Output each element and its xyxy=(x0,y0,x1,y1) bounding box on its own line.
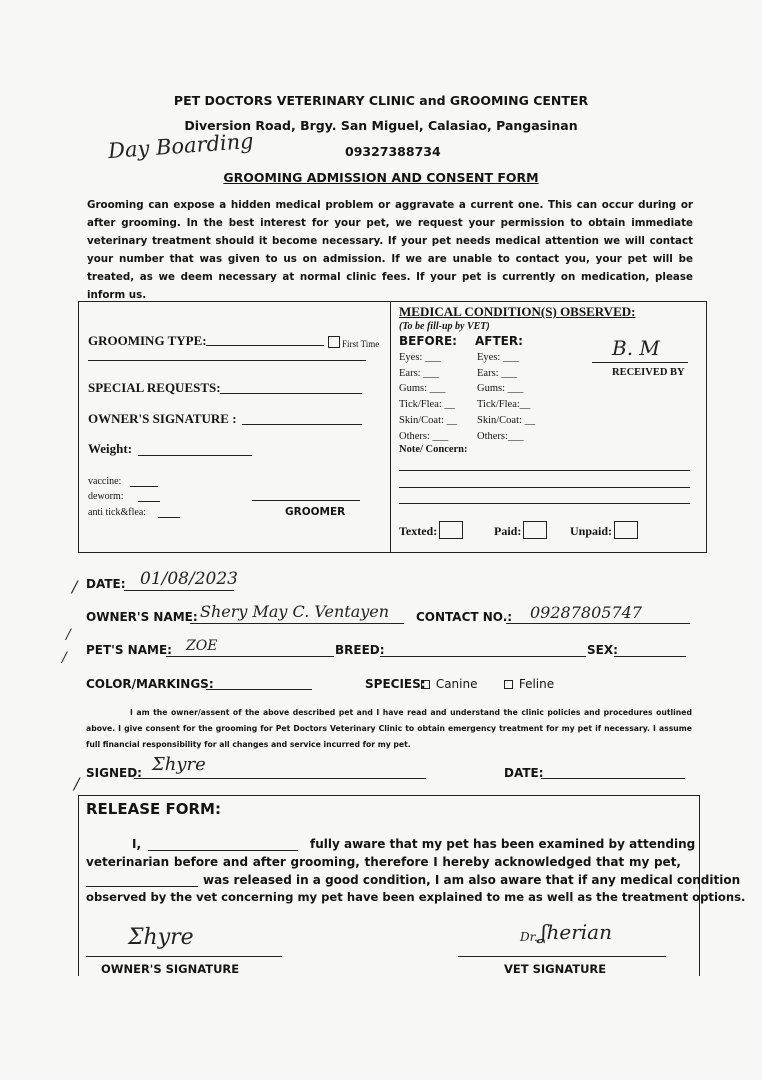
clinic-name: PET DOCTORS VETERINARY CLINIC and GROOMING CENTER xyxy=(173,93,589,108)
grooming-type-line-2[interactable] xyxy=(88,360,366,361)
check-mark-icon: / xyxy=(74,774,80,793)
pet-name-label: PET'S NAME: xyxy=(86,643,172,657)
owner-signature-field[interactable] xyxy=(242,424,362,425)
received-by-label: RECEIVED BY xyxy=(612,367,685,378)
pet-name-field[interactable] xyxy=(166,656,334,657)
owner-name-value: Shery May C. Ventayen xyxy=(200,602,390,621)
special-requests-label: SPECIAL REQUESTS: xyxy=(88,380,221,395)
release-name-field[interactable] xyxy=(148,850,298,851)
after-tick-flea[interactable]: Tick/Flea:__ xyxy=(477,399,531,411)
after-others[interactable]: Others:___ xyxy=(477,430,524,442)
feline-label: Feline xyxy=(518,677,555,691)
canine-checkbox[interactable] xyxy=(421,677,478,691)
breed-field[interactable] xyxy=(380,656,586,657)
checkbox-icon xyxy=(504,680,513,689)
before-gums[interactable]: Gums: ___ xyxy=(399,383,446,395)
texted-checkbox[interactable] xyxy=(399,521,463,539)
breed-label: BREED: xyxy=(335,643,385,657)
paid-label: Paid: xyxy=(494,524,522,538)
note-line-3[interactable] xyxy=(399,503,690,504)
after-header: AFTER: xyxy=(475,334,523,348)
unpaid-checkbox[interactable] xyxy=(570,521,638,539)
before-others[interactable]: Others: ___ xyxy=(399,430,449,442)
sex-field[interactable] xyxy=(614,656,686,657)
signed-date-label: DATE: xyxy=(504,766,544,780)
clinic-address: Diversion Road, Brgy. San Miguel, Calasiao, Pangasinan xyxy=(184,118,578,133)
consent-paragraph: I am the owner/assent of the above described pet and I have read and understand the clinic policies and procedures outlined above. I give consent for the grooming for Pet Doctors Veterinary Clinic to obtain emergency treatment for my pet if necessary. I assume full financial responsibility for all changes and service incurred for my pet. xyxy=(86,708,692,749)
after-skin-coat[interactable]: Skin/Coat: __ xyxy=(477,414,536,426)
date-value: 01/08/2023 xyxy=(140,569,238,589)
handwritten-day-boarding: Day Boarding xyxy=(107,128,255,164)
color-markings-label: COLOR/MARKINGS: xyxy=(86,677,214,691)
release-pet-field[interactable] xyxy=(86,886,198,887)
grooming-type-label: GROOMING TYPE: xyxy=(88,333,207,348)
box-divider xyxy=(390,301,391,553)
before-conditions-list xyxy=(399,350,457,444)
vet-signature-label: VET SIGNATURE xyxy=(504,962,607,976)
contact-value: 09287805747 xyxy=(530,603,642,622)
clinic-phone: 09327388734 xyxy=(345,144,441,159)
anti-tick-field[interactable] xyxy=(158,517,180,518)
anti-tick-label: anti tick&flea: xyxy=(88,507,147,518)
release-line-4: observed by the vet concerning my pet have been explained to me as well as the treatment options. xyxy=(86,890,746,904)
release-i: I, xyxy=(132,837,142,851)
vet-signature-line[interactable] xyxy=(458,956,666,957)
canine-label: Canine xyxy=(435,677,478,691)
special-requests-field[interactable] xyxy=(220,393,362,394)
after-ears[interactable]: Ears: ___ xyxy=(477,367,517,379)
owner-name-label: OWNER'S NAME: xyxy=(86,610,198,624)
texted-label: Texted: xyxy=(399,524,438,538)
paid-box-icon xyxy=(523,521,547,539)
release-line-3: was released in a good condition, I am also aware that if any medical condition xyxy=(203,873,741,887)
weight-label: Weight: xyxy=(88,441,133,456)
note-concern-label: Note/ Concern: xyxy=(399,444,468,455)
release-line-2: veterinarian before and after grooming, therefore I hereby acknowledged that my pet, xyxy=(86,855,681,869)
groomer-label: GROOMER xyxy=(285,506,346,518)
form-title: GROOMING ADMISSION AND CONSENT FORM xyxy=(223,170,539,185)
first-time-label: First Time xyxy=(342,339,380,349)
weight-field[interactable] xyxy=(138,455,252,456)
date-label: DATE: xyxy=(86,577,126,591)
contact-label: CONTACT NO.: xyxy=(416,610,513,624)
checkbox-icon xyxy=(421,680,430,689)
owner-signature-scribble: Ʃhyre xyxy=(152,754,206,775)
medical-condition-title: MEDICAL CONDITION(S) OBSERVED: xyxy=(399,304,636,319)
before-tick-flea[interactable]: Tick/Flea: __ xyxy=(399,399,455,411)
date-field[interactable] xyxy=(124,590,234,591)
grooming-type-field[interactable] xyxy=(206,345,324,346)
received-by-signature: B. M xyxy=(612,336,660,360)
note-line-2[interactable] xyxy=(399,487,690,488)
checkbox-icon xyxy=(328,336,340,348)
species-label: SPECIES: xyxy=(365,677,426,691)
deworm-field[interactable] xyxy=(138,501,160,502)
before-eyes[interactable]: Eyes: ___ xyxy=(399,352,441,363)
after-conditions-list xyxy=(477,350,535,444)
signed-field[interactable] xyxy=(134,778,426,779)
owner-signature-label: OWNER'S SIGNATURE xyxy=(101,962,240,976)
signed-date-field[interactable] xyxy=(541,778,685,779)
paid-checkbox[interactable] xyxy=(494,521,547,539)
owner-signature-line[interactable] xyxy=(86,956,282,957)
after-eyes[interactable]: Eyes: ___ xyxy=(477,352,519,363)
first-time-checkbox[interactable] xyxy=(328,336,379,349)
check-mark-icon: / xyxy=(62,650,67,666)
unpaid-label: Unpaid: xyxy=(570,524,613,538)
release-line-1: fully aware that my pet has been examined by attending xyxy=(310,837,696,851)
note-line-1[interactable] xyxy=(399,470,690,471)
contact-field[interactable] xyxy=(506,623,690,624)
sex-label: SEX: xyxy=(587,643,618,657)
deworm-label: deworm: xyxy=(88,491,124,502)
vet-signature-prefix: Dr. xyxy=(520,930,538,944)
unpaid-box-icon xyxy=(614,521,638,539)
pet-name-value: ZOE xyxy=(186,638,218,654)
texted-box-icon xyxy=(439,521,463,539)
check-mark-icon: / xyxy=(72,577,78,596)
owner-release-signature: Ʃhyre xyxy=(128,925,194,950)
release-form-title: RELEASE FORM: xyxy=(86,800,221,818)
after-gums[interactable]: Gums: ___ xyxy=(477,383,524,395)
before-skin-coat[interactable]: Skin/Coat: __ xyxy=(399,414,458,426)
vaccine-label: vaccine: xyxy=(88,476,122,487)
owner-name-field[interactable] xyxy=(190,623,404,624)
vet-fill-note: (To be fill-up by VET) xyxy=(399,321,490,332)
feline-checkbox[interactable] xyxy=(504,677,554,691)
before-ears[interactable]: Ears: ___ xyxy=(399,367,439,379)
groomer-signature-field[interactable] xyxy=(252,500,360,501)
before-header: BEFORE: xyxy=(399,334,457,348)
intro-paragraph: Grooming can expose a hidden medical problem or aggravate a current one. This can occur during or after grooming. In the best interest for your pet, we request your permission to obtain immediate veterinary treatment should it become necessary. If your pet needs medical attention we will contact your number that was given to us on admission. If we are unable to contact you, your pet will be treated, as we deem necessary at normal clinic fees. If your pet is currently on medication, please inform us. xyxy=(87,199,693,301)
owner-signature-label: OWNER'S SIGNATURE : xyxy=(88,411,237,426)
vaccine-field[interactable] xyxy=(130,486,158,487)
color-markings-field[interactable] xyxy=(206,689,312,690)
check-mark-icon: / xyxy=(66,627,71,643)
vet-signature-scribble: ʆherian xyxy=(540,920,612,944)
signed-label: SIGNED: xyxy=(86,766,142,780)
received-by-line[interactable] xyxy=(592,362,688,363)
